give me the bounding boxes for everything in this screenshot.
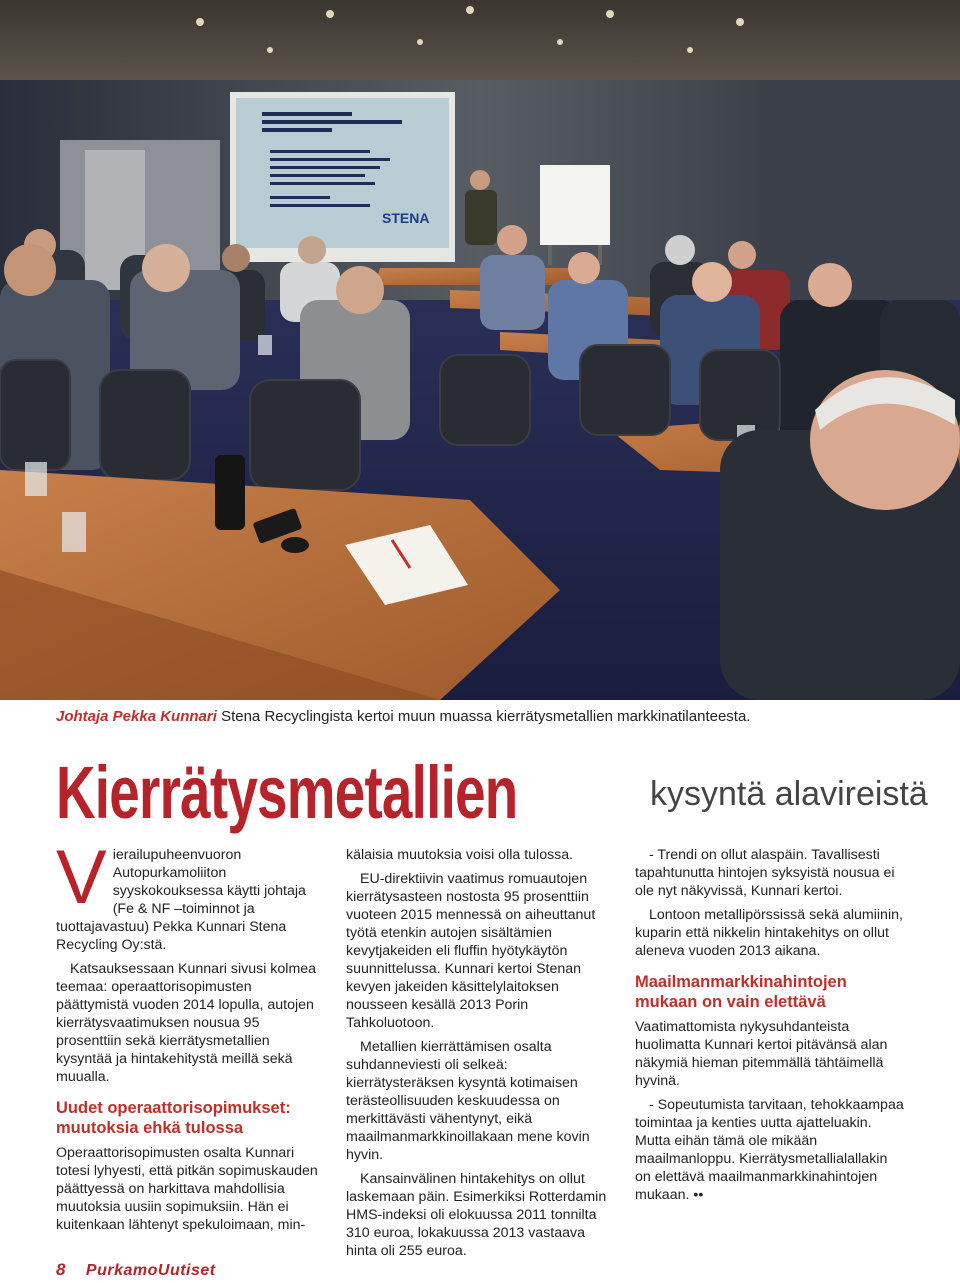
caption-name: Johtaja Pekka Kunnari xyxy=(56,708,217,725)
subheading: Uudet operaattorisopimukset: muutoksia ehkä tulossa xyxy=(56,1099,291,1137)
paragraph: kälaisia muutoksia voisi olla tulossa. xyxy=(346,847,574,863)
headline xyxy=(56,752,936,834)
page-footer xyxy=(56,1260,216,1280)
paragraph: Kansainvälinen hintakehitys on ollut laskemaan päin. Esimerkiksi Rotterdamin HMS-indeksi oli elokuussa 2011 tonnilta 310 euroa, lokakuussa 2013 vastaava hinta oli 255 euroa. xyxy=(346,1171,607,1259)
drop-cap: V xyxy=(56,835,107,920)
caption-text: Stena Recyclingista kertoi muun muassa kierrätysmetallien markkinatilanteesta. xyxy=(216,708,751,725)
paragraph: EU-direktiivin vaatimus romuautojen kierrätysasteen nostosta 95 prosenttiin vuoteen 2015 mennessä on aiheuttanut työtä etenkin autojen sisältämien kevytjakeiden eli fluffin hyötykäytön suunnittelussa. Kunnari kertoi Stenan kevyen jakeiden käsittelylaitoksen nousseen kesällä 2013 Porin Tahkoluotoon. xyxy=(346,871,596,1031)
photo-caption xyxy=(56,707,936,727)
paragraph: Lontoon metallipörssissä sekä alumiinin, kuparin että nikkelin hintakehitys on ollut aleneva vuoden 2013 aikana. xyxy=(635,907,903,959)
paragraph: - Sopeutumista tarvitaan, tehokkaampaa toimintaa ja kenties uutta ajatteluakin. Mutta eihän tämä ole mikään maailmanloppu. Kierrätysmetallialallakin on elettävä maailmanmarkkinahintojen mukaan. •• xyxy=(635,1097,904,1203)
publication-logo: PurkamoUutiset xyxy=(85,1262,216,1279)
page-number: 8 xyxy=(56,1260,66,1279)
paragraph: Vaatimattomista nykysuhdanteista huolimatta Kunnari kertoi pitävänsä alan näkymiä hieman pitemmällä tähtäimellä hyvinä. xyxy=(635,1019,888,1089)
headline-main: Kierrätysmetallien xyxy=(56,751,518,834)
article-column-1 xyxy=(56,835,326,1240)
lead-paragraph xyxy=(56,835,326,954)
paragraph: - Trendi on ollut alaspäin. Tavallisesti tapahtunutta hintojen syksyistä nousua ei ole nyt näkyvissä, Kunnari kertoi. xyxy=(635,847,895,899)
lead-text: ierailupuheenvuoron Autopurkamoliiton syyskokouksessa käytti johtaja (Fe & NF –toiminnot ja tuottajavastuu) Pekka Kunnari Stena Recycling Oy:stä. xyxy=(56,847,306,953)
headline-sub: kysyntä alavireistä xyxy=(650,775,928,813)
paragraph: Metallien kierrättämisen osalta suhdanneviesti oli selkeä: kierrätysteräksen kysyntä kotimaisen terästeollisuuden keskuudessa on merkittävästi vähentynyt, eikä maailmanmarkkinoillakaan mene kovin hyvin. xyxy=(346,1039,590,1163)
slide-logo: STENA xyxy=(382,210,430,226)
article-column-2 xyxy=(346,846,616,1266)
subheading: Maailmanmarkkinahintojen mukaan on vain elettävä xyxy=(635,973,847,1011)
article-column-3 xyxy=(635,846,907,1210)
paragraph: Operaattorisopimusten osalta Kunnari totesi lyhyesti, että pitkän sopimuskauden päättyessä on harkittava mahdollisia muutoksia uusiin sopimuksiin. Hän ei kuitenkaan lähtenyt spekuloimaan, min- xyxy=(56,1145,318,1233)
paragraph: Katsauksessaan Kunnari sivusi kolmea teemaa: operaattorisopimusten päättymistä vuoden 2014 lopulla, autojen kierrätysvaatimuksen nousua 95 prosenttiin sekä kierrätysmetallien kysyntää ja hintakehitystä meillä sekä muualla. xyxy=(56,961,317,1085)
